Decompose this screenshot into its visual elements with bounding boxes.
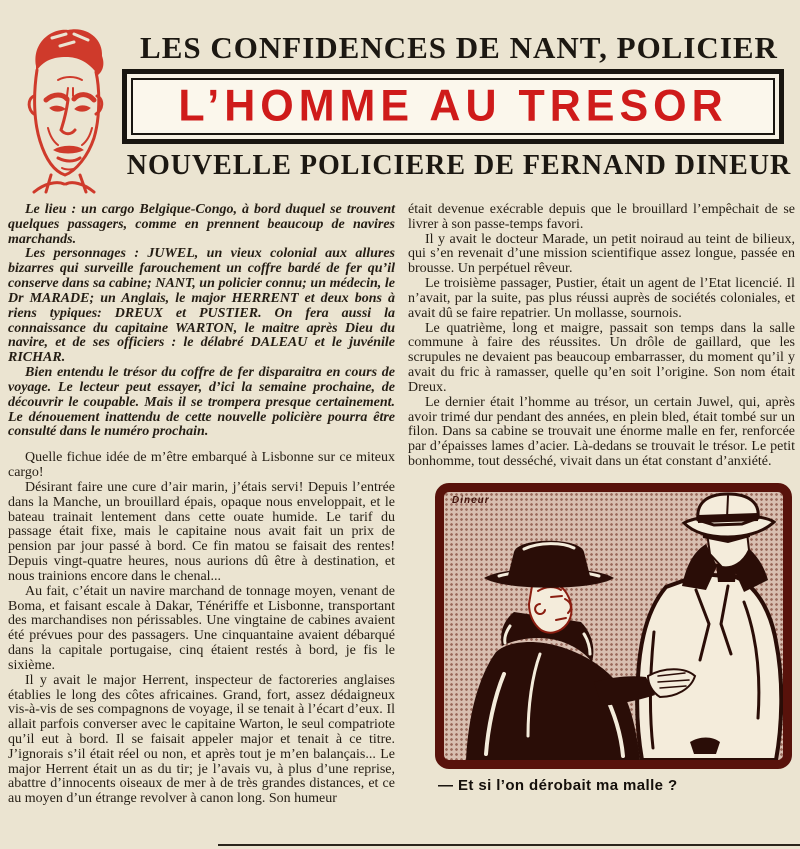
body-paragraph: Le dernier était l’homme au trésor, un certain Juwel, qui, après avoir trimé dur pendant des années, en plein bled, était tombé sur un filon. Dans sa cabine se trouvait une énorme malle en fer, renforcée par d’épaisses lames d’acier. Là-dedans se trouvait le trésor. Le petit bonhomme, tout desséché, vivait dans un état constant d’anxiété. <box>408 394 795 470</box>
left-column <box>8 203 395 849</box>
body-paragraph: Le troisième passager, Pustier, était un agent de l’Etat licencié. Il n’avait, par la suite, pas plus réussi auprès de sociétés coloniales, et avait dû se faire repatrier. Un mollasse, sournois. <box>408 276 795 321</box>
page-bottom-rule <box>218 844 800 846</box>
story-title-inner-frame <box>131 78 775 135</box>
body-paragraph: Il y avait le major Herrent, inspecteur de factoreries anglaises établies le long des côtes africaines. Grand, fort, assez dédaigneux vis-à-vis de ses compagnons de voyage, il se tenait à l’écart d’eux. Il allait parfois converser avec le capitaine Warton, le seul compatriote qu’il eut à bord. Il se faisait appeler major et tenait à ce titre. J’ignorais s’il était réel ou non, et après tout je m’en balançais... Le major Herrent était un as du tir; je l’avais vu, à plus d’une reprise, abattre d’innocents oiseaux de mer à de très grandes distances, et ce au moyen d’un étrange revolver à canon long. Son humeur <box>8 672 395 807</box>
body-paragraph: Désirant faire une cure d’air marin, j’étais servi! Depuis l’entrée dans la Manche, un brouillard épais, opaque nous enveloppait, et le bateau trainait lentement dans cette ouate humide. Le tarif du passage était fixe, mais le capitaine nous avait fait un prix de pension par jour passé à bord. Ce fin matou se faisait des rentes! Depuis vingt-quatre heures, nous aurions dû être à destination, et nous trainions encore dans le chenal... <box>8 479 395 584</box>
body-paragraph: Au fait, c’était un navire marchand de tonnage moyen, venant de Boma, et faisant escale à Dakar, Ténériffe et Lisbonne, transportant des marchandises non périssables. Une vingtaine de cabines avaient été prévues pour des passagers. Une cinquantaine avaient débarqué dans la capitale portugaise, cinq étaient restés à bord, je fis le sixième. <box>8 583 395 673</box>
story-title-box <box>122 69 784 144</box>
detective-face-illustration <box>8 24 120 194</box>
article-body <box>8 203 795 849</box>
two-detectives-illustration <box>444 492 783 760</box>
body-paragraph: Le quatrième, long et maigre, passait son temps dans la salle commune à faire des réussites. Un drôle de gaillard, que les scrupules ne devaient pas beaucoup embarrasser, du moment qu’il y avait du fric à ramasser, quelle qu’en soit l’origine. Son nom était Dreux. <box>408 320 795 395</box>
intro-paragraph: Bien entendu le trésor du coffre de fer disparaitra en cours de voyage. Le lecteur peut essayer, d’ici la semaine prochaine, de découvrir le coupable. Mais il se trompera presque certainement. Le dénouement inattendu de cette nouvelle policière pourra être consulté dans le numéro prochain. <box>8 365 395 440</box>
story-illustration-panel <box>435 483 792 769</box>
body-paragraph: Il y avait le docteur Marade, un petit noiraud au teint de bilieux, qui s’en revenait d’une mission scientifique assez longue, passée en brousse. Un perpétuel rêveur. <box>408 231 795 277</box>
header-kicker: LES CONFIDENCES DE NANT, POLICIER <box>140 30 778 65</box>
story-subtitle: NOUVELLE POLICIERE DE FERNAND DINEUR <box>126 150 792 181</box>
body-paragraph: était devenue exécrable depuis que le brouillard l’empêchait de se livrer à son passe-temps favori. <box>408 203 795 232</box>
right-column <box>408 203 795 849</box>
story-title: L’HOMME AU TRESOR <box>178 81 728 131</box>
body-paragraph: Quelle fichue idée de m’être embarqué à Lisbonne sur ce miteux cargo! <box>8 450 395 481</box>
illustration-caption: — Et si l’on dérobait ma malle ? <box>438 776 678 794</box>
intro-paragraph: Le lieu : un cargo Belgique-Congo, à bord duquel se trouvent quelques passagers, comme en prennent beaucoup de navires marchands. <box>8 203 395 247</box>
illustrator-signature: Dineur <box>452 494 490 506</box>
intro-paragraph: Les personnages : JUWEL, un vieux colonial aux allures bizarres qui surveille farouchement un coffre bardé de fer qu’il conserve dans sa cabine; NANT, un policier connu; un médecin, le Dr MARADE; un Anglais, le major HERRENT et deux bons à riens typiques: DREUX et PUSTIER. On fera aussi la connaissance du capitaine WARTON, le maitre après Dieu du navire, et de ses officiers : le délabré DALEAU et le juvénile RICHAR. <box>8 246 395 366</box>
